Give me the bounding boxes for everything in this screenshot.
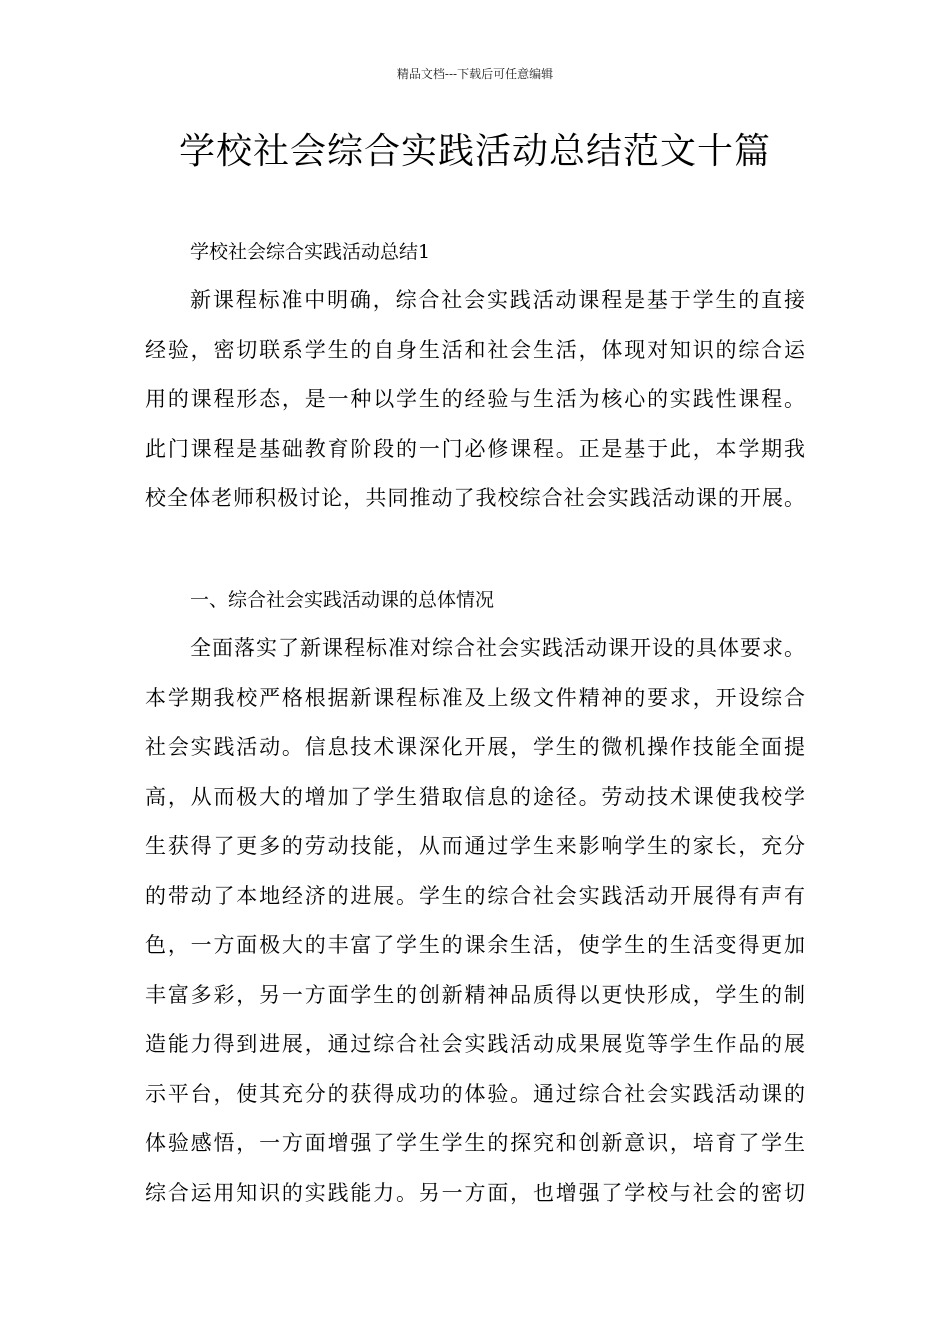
paragraph-line: 综合运用知识的实践能力。另一方面，也增强了学校与社会的密切 bbox=[145, 1180, 805, 1205]
header-note: 精品文档---下载后可任意编辑 bbox=[396, 67, 554, 81]
document-title: 学校社会综合实践活动总结范文十篇 bbox=[178, 131, 771, 172]
paragraph-line: 此门课程是基础教育阶段的一门必修课程。正是基于此，本学期我 bbox=[145, 436, 805, 461]
paragraph-line: 示平台，使其充分的获得成功的体验。通过综合社会实践活动课的 bbox=[145, 1081, 805, 1106]
paragraph-line: 体验感悟，一方面增强了学生学生的探究和创新意识，培育了学生 bbox=[145, 1131, 805, 1155]
paragraph-line: 丰富多彩，另一方面学生的创新精神品质得以更快形成，学生的制 bbox=[145, 982, 805, 1007]
paragraph-line: 社会实践活动。信息技术课深化开展，学生的微机操作技能全面提 bbox=[145, 735, 805, 759]
paragraph-line: 经验，密切联系学生的自身生活和社会生活，体现对知识的综合运 bbox=[145, 337, 805, 362]
paragraph-line: 用的课程形态，是一种以学生的经验与生活为核心的实践性课程。 bbox=[145, 387, 805, 411]
paragraph-line: 全面落实了新课程标准对综合社会实践活动课开设的具体要求。 bbox=[190, 636, 805, 660]
paragraph-1 bbox=[145, 276, 825, 524]
paragraph-line: 生获得了更多的劳动技能，从而通过学生来影响学生的家长，充分 bbox=[145, 834, 805, 858]
paragraph-line: 高，从而极大的增加了学生猎取信息的途径。劳动技术课使我校学 bbox=[145, 784, 805, 809]
paragraph-line: 新课程标准中明确，综合社会实践活动课程是基于学生的直接 bbox=[190, 288, 805, 312]
paragraph-line: 的带动了本地经济的进展。学生的综合社会实践活动开展得有声有 bbox=[145, 883, 805, 908]
paragraph-2 bbox=[145, 624, 825, 1218]
paragraph-line: 本学期我校严格根据新课程标准及上级文件精神的要求，开设综合 bbox=[145, 685, 805, 710]
paragraph-line: 色，一方面极大的丰富了学生的课余生活，使学生的生活变得更加 bbox=[145, 933, 805, 957]
subsection-heading: 一、综合社会实践活动课的总体情况 bbox=[190, 589, 495, 611]
paragraph-line: 校全体老师积极讨论，共同推动了我校综合社会实践活动课的开展。 bbox=[145, 486, 805, 510]
paragraph-line: 造能力得到进展，通过综合社会实践活动成果展览等学生作品的展 bbox=[145, 1032, 805, 1056]
section-heading: 学校社会综合实践活动总结1 bbox=[190, 241, 431, 263]
